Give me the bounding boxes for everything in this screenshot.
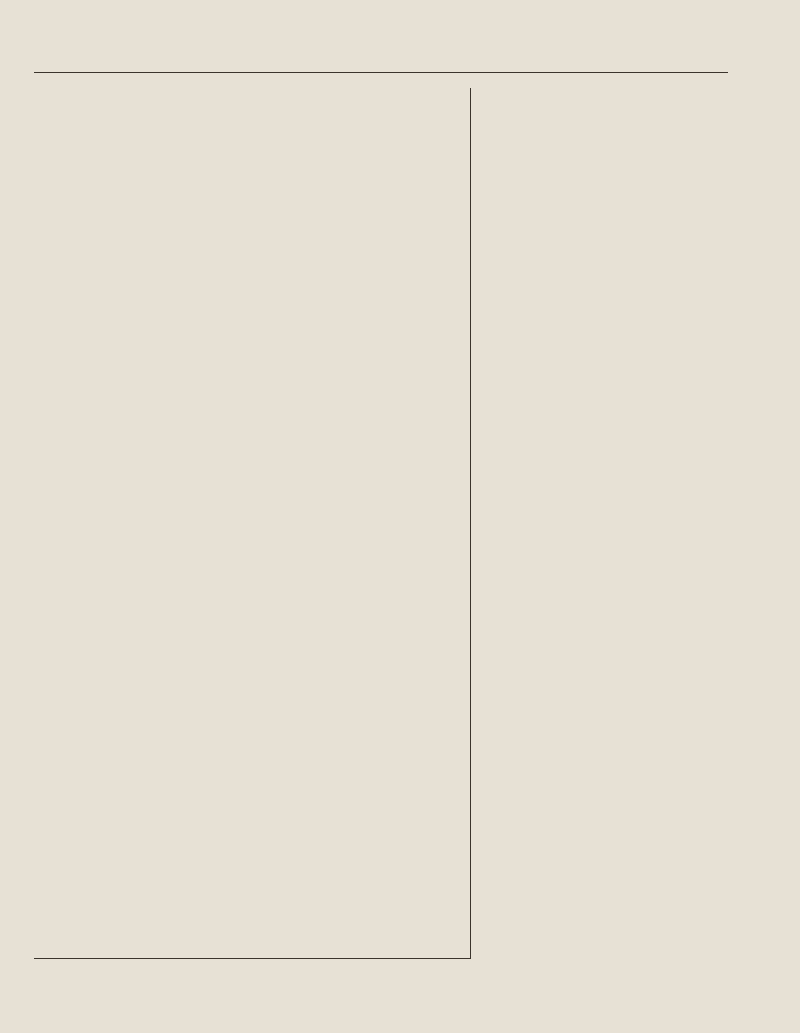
figure-label bbox=[472, 512, 502, 572]
